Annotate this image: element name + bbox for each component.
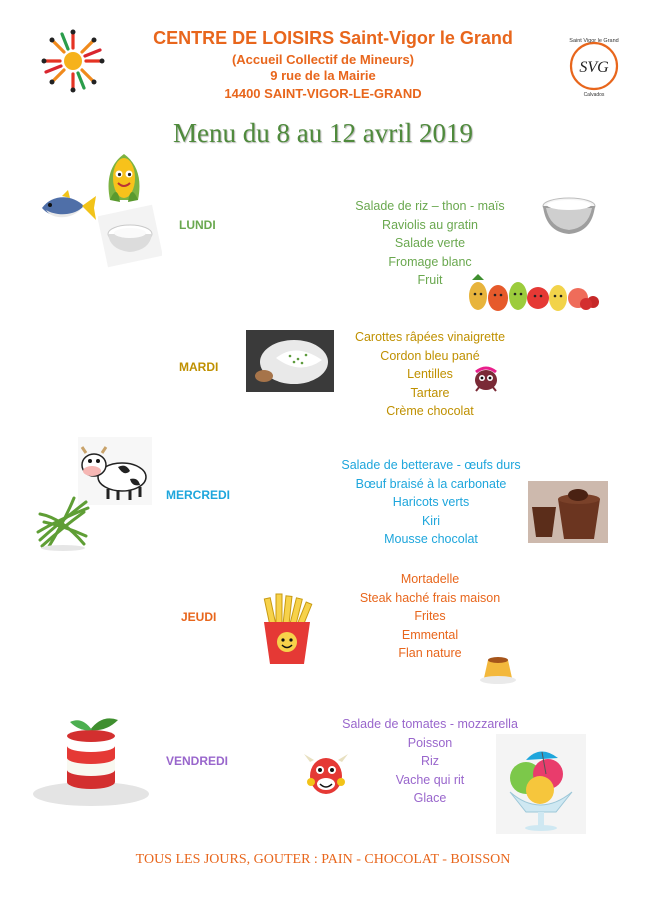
menu-item: Steak haché frais maison xyxy=(359,590,501,605)
tartare-cartoon-icon xyxy=(470,364,502,392)
menu-item: Lentilles xyxy=(407,367,453,382)
goûter-footer: TOUS LES JOURS, GOUTER : PAIN - CHOCOLAT - BOISSON xyxy=(135,852,511,867)
corn-icon xyxy=(100,150,148,206)
ice-cream-icon xyxy=(496,734,586,834)
day-name: MARDI xyxy=(179,360,219,374)
menu-item: Salade de tomates - mozzarella xyxy=(342,717,518,731)
menu-item: Poisson xyxy=(407,735,453,750)
day-label-jeudi xyxy=(181,610,216,624)
menu-item: Raviolis au gratin xyxy=(382,217,478,232)
menu-item: Kiri xyxy=(421,513,441,528)
green-beans-icon xyxy=(34,492,92,552)
fromage-blanc-bowl-icon xyxy=(98,204,162,268)
menu-item: Carottes râpées vinaigrette xyxy=(354,330,506,344)
menu-item: Emmental xyxy=(401,627,459,642)
svg-town-logo xyxy=(562,34,626,98)
fruits-row-icon xyxy=(466,272,602,316)
chocolate-mousse-icon xyxy=(528,481,608,543)
menu-item: Frites xyxy=(414,609,446,624)
menu-item: Riz xyxy=(420,754,440,769)
menu-item: Crème chocolat xyxy=(386,404,474,419)
fries-icon xyxy=(258,590,316,666)
day-label-mardi xyxy=(179,360,218,374)
center-city: 14400 SAINT-VIGOR-LE-GRAND xyxy=(224,86,422,101)
menu-item: Glace xyxy=(413,791,447,806)
tuna-fish-icon xyxy=(38,188,98,228)
menu-item: Fruit xyxy=(417,273,443,288)
day-name: JEUDI xyxy=(181,610,217,624)
logo-bottom-text: Calvados xyxy=(583,92,605,98)
day-name: MERCREDI xyxy=(166,488,231,502)
flan-icon xyxy=(478,654,518,686)
center-street: 9 rue de la Mairie xyxy=(270,68,376,83)
day-label-mercredi xyxy=(166,488,230,502)
menu-item: Flan nature xyxy=(398,646,462,661)
menu-title: Menu du 8 au 12 avril 2019 xyxy=(173,118,473,148)
logo-initials: SVG xyxy=(579,59,609,76)
center-name: CENTRE DE LOISIRS Saint-Vigor le Grand xyxy=(153,28,513,48)
menu-item: Bœuf braisé à la carbonate xyxy=(355,476,507,491)
day-name: VENDREDI xyxy=(166,754,229,768)
day-name: LUNDI xyxy=(179,218,216,232)
menu-item: Salade verte xyxy=(394,236,466,251)
menu-item: Salade de betterave - œufs durs xyxy=(341,458,521,472)
menu-item: Tartare xyxy=(410,385,450,400)
menu-item: Haricots verts xyxy=(392,495,470,510)
menu-item: Mousse chocolat xyxy=(384,532,478,547)
logo-ring-text: Saint Vigor le Grand xyxy=(569,38,619,44)
menu-item: Fromage blanc xyxy=(388,254,472,269)
menu-item: Vache qui rit xyxy=(395,772,465,787)
tomato-mozzarella-icon xyxy=(30,712,152,808)
menu-mercredi xyxy=(320,456,542,549)
center-subtitle: (Accueil Collectif de Mineurs) xyxy=(231,52,415,67)
menu-mardi xyxy=(320,328,540,421)
day-label-vendredi xyxy=(166,754,228,768)
menu-item: Cordon bleu pané xyxy=(380,348,480,363)
menu-item: Mortadelle xyxy=(400,572,460,586)
menu-item: Salade de riz – thon - maïs xyxy=(355,199,505,213)
yogurt-bowl-icon xyxy=(540,190,598,238)
menu-jeudi xyxy=(320,570,540,663)
day-label-lundi xyxy=(179,218,216,232)
